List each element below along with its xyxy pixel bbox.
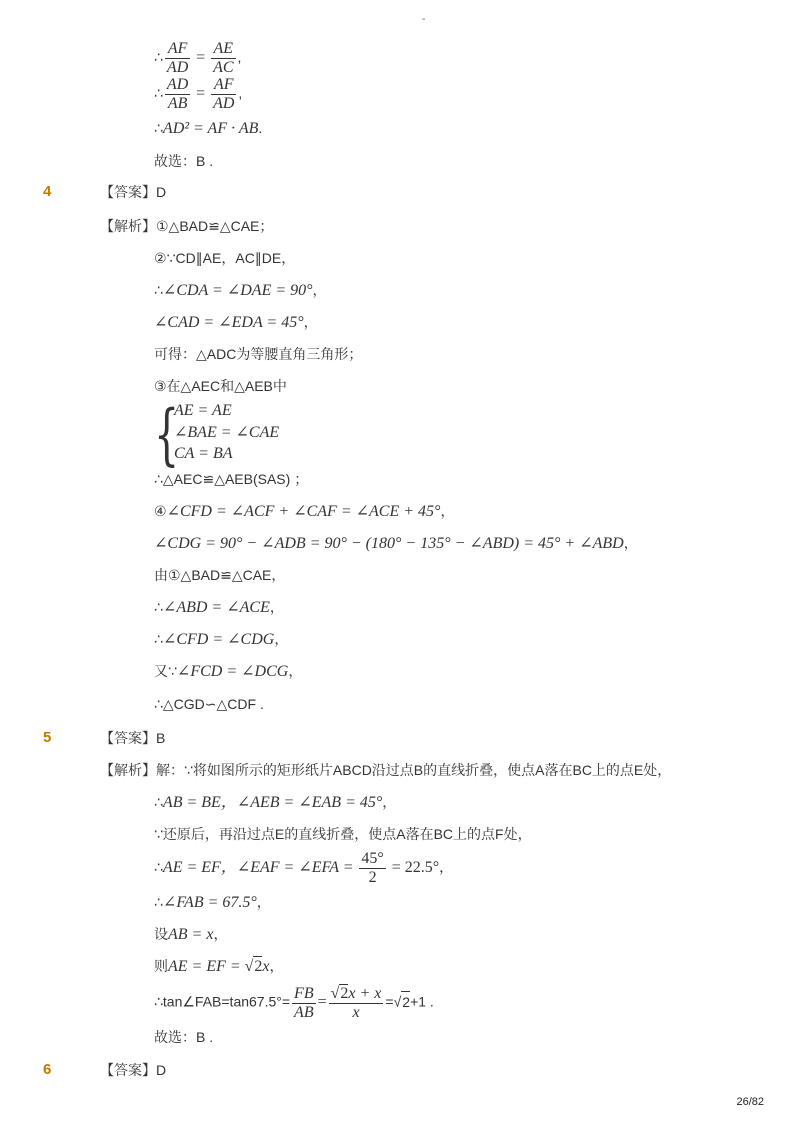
q4-analysis-tag: 【解析】	[100, 218, 156, 234]
system-eq-1: AE = AE	[174, 402, 232, 419]
system-eq-3: CA = BA	[174, 445, 233, 462]
q4-step-4: ∠CAD = ∠EDA = 45°，	[154, 314, 318, 331]
q5-step-9: 故选：B .	[154, 1029, 214, 1045]
question-number-6: 6	[43, 1061, 52, 1078]
q5-step-5: ∴∠FAB = 67.5°，	[154, 894, 271, 911]
prev-line-4: 故选：B .	[154, 153, 214, 169]
q4-step-1: ①△BAD≌△CAE；	[156, 218, 274, 234]
q4-step-12: ∴∠CFD = ∠CDG，	[154, 631, 289, 648]
q4-step-9: ∠CDG = 90° − ∠ADB = 90° − (180° − 135° − ∠ABD) = 45° + ∠ABD，	[154, 535, 638, 552]
q4-step-8: ④∠CFD = ∠ACF + ∠CAF = ∠ACE + 45°，	[154, 503, 455, 520]
page-top-mark: -	[422, 14, 426, 25]
system-eq-2: ∠BAE = ∠CAE	[174, 424, 280, 441]
question-number-5: 5	[43, 729, 52, 746]
page-number: 26/82	[736, 1096, 764, 1108]
q5-step-6: 设AB = x，	[154, 926, 228, 943]
q5-step-2: ∴AB = BE，∠AEB = ∠EAB = 45°，	[154, 794, 397, 811]
prev-line-1: ∴ $\frac{AF}{AD}$ = $\frac{AE}{AC}$ ,	[154, 40, 242, 76]
q4-answer-tag: 【答案】D	[100, 184, 167, 200]
q5-step-3: ∵还原后，再沿过点E的直线折叠，使点A落在BC上的点F处，	[154, 826, 532, 842]
prev-line-2: ∴ $\frac{AD}{AB}$ = $\frac{AF}{AD}$ ,	[154, 76, 243, 112]
q4-step-14: ∴△CGD∽△CDF .	[154, 696, 264, 712]
q4-step-6: ③在△AEC和△AEB中	[154, 378, 287, 394]
q5-step-4: ∴AE = EF，∠EAF = ∠EFA = $\frac{45^\circ}{2}$ = 22.5°，	[154, 850, 454, 886]
q4-step-10: 由①△BAD≌△CAE，	[154, 567, 286, 583]
q4-step-5: 可得：△ADC为等腰直角三角形；	[154, 346, 363, 362]
prev-line-3: ∴AD² = AF · AB.	[154, 120, 263, 137]
q5-analysis-tag: 【解析】	[100, 762, 156, 778]
q5-step-7: 则AE = EF = √2x，	[154, 958, 284, 975]
system-brace: {	[154, 396, 180, 473]
q6-answer-tag: 【答案】D	[100, 1062, 167, 1078]
q4-step-7: ∴△AEC≌△AEB(SAS) ；	[154, 471, 309, 487]
q4-step-2: ②∵CD∥AE，AC∥DE，	[154, 250, 296, 266]
q4-step-11: ∴∠ABD = ∠ACE，	[154, 599, 284, 616]
q5-step-1: 解：∵将如图所示的矩形纸片ABCD沿过点B的直线折叠，使点A落在BC上的点E处，	[156, 762, 672, 778]
q5-step-8: ∴tan∠FAB=tan67.5°= $\frac{FB}{AB}$ = $\frac{√2x + x}{x}$ =√2+1 .	[154, 984, 434, 1021]
question-number-4: 4	[43, 183, 52, 200]
q4-step-3: ∴∠CDA = ∠DAE = 90°，	[154, 282, 327, 299]
q4-step-13: 又∵∠FCD = ∠DCG，	[154, 663, 303, 680]
q5-answer-tag: 【答案】B	[100, 730, 166, 746]
